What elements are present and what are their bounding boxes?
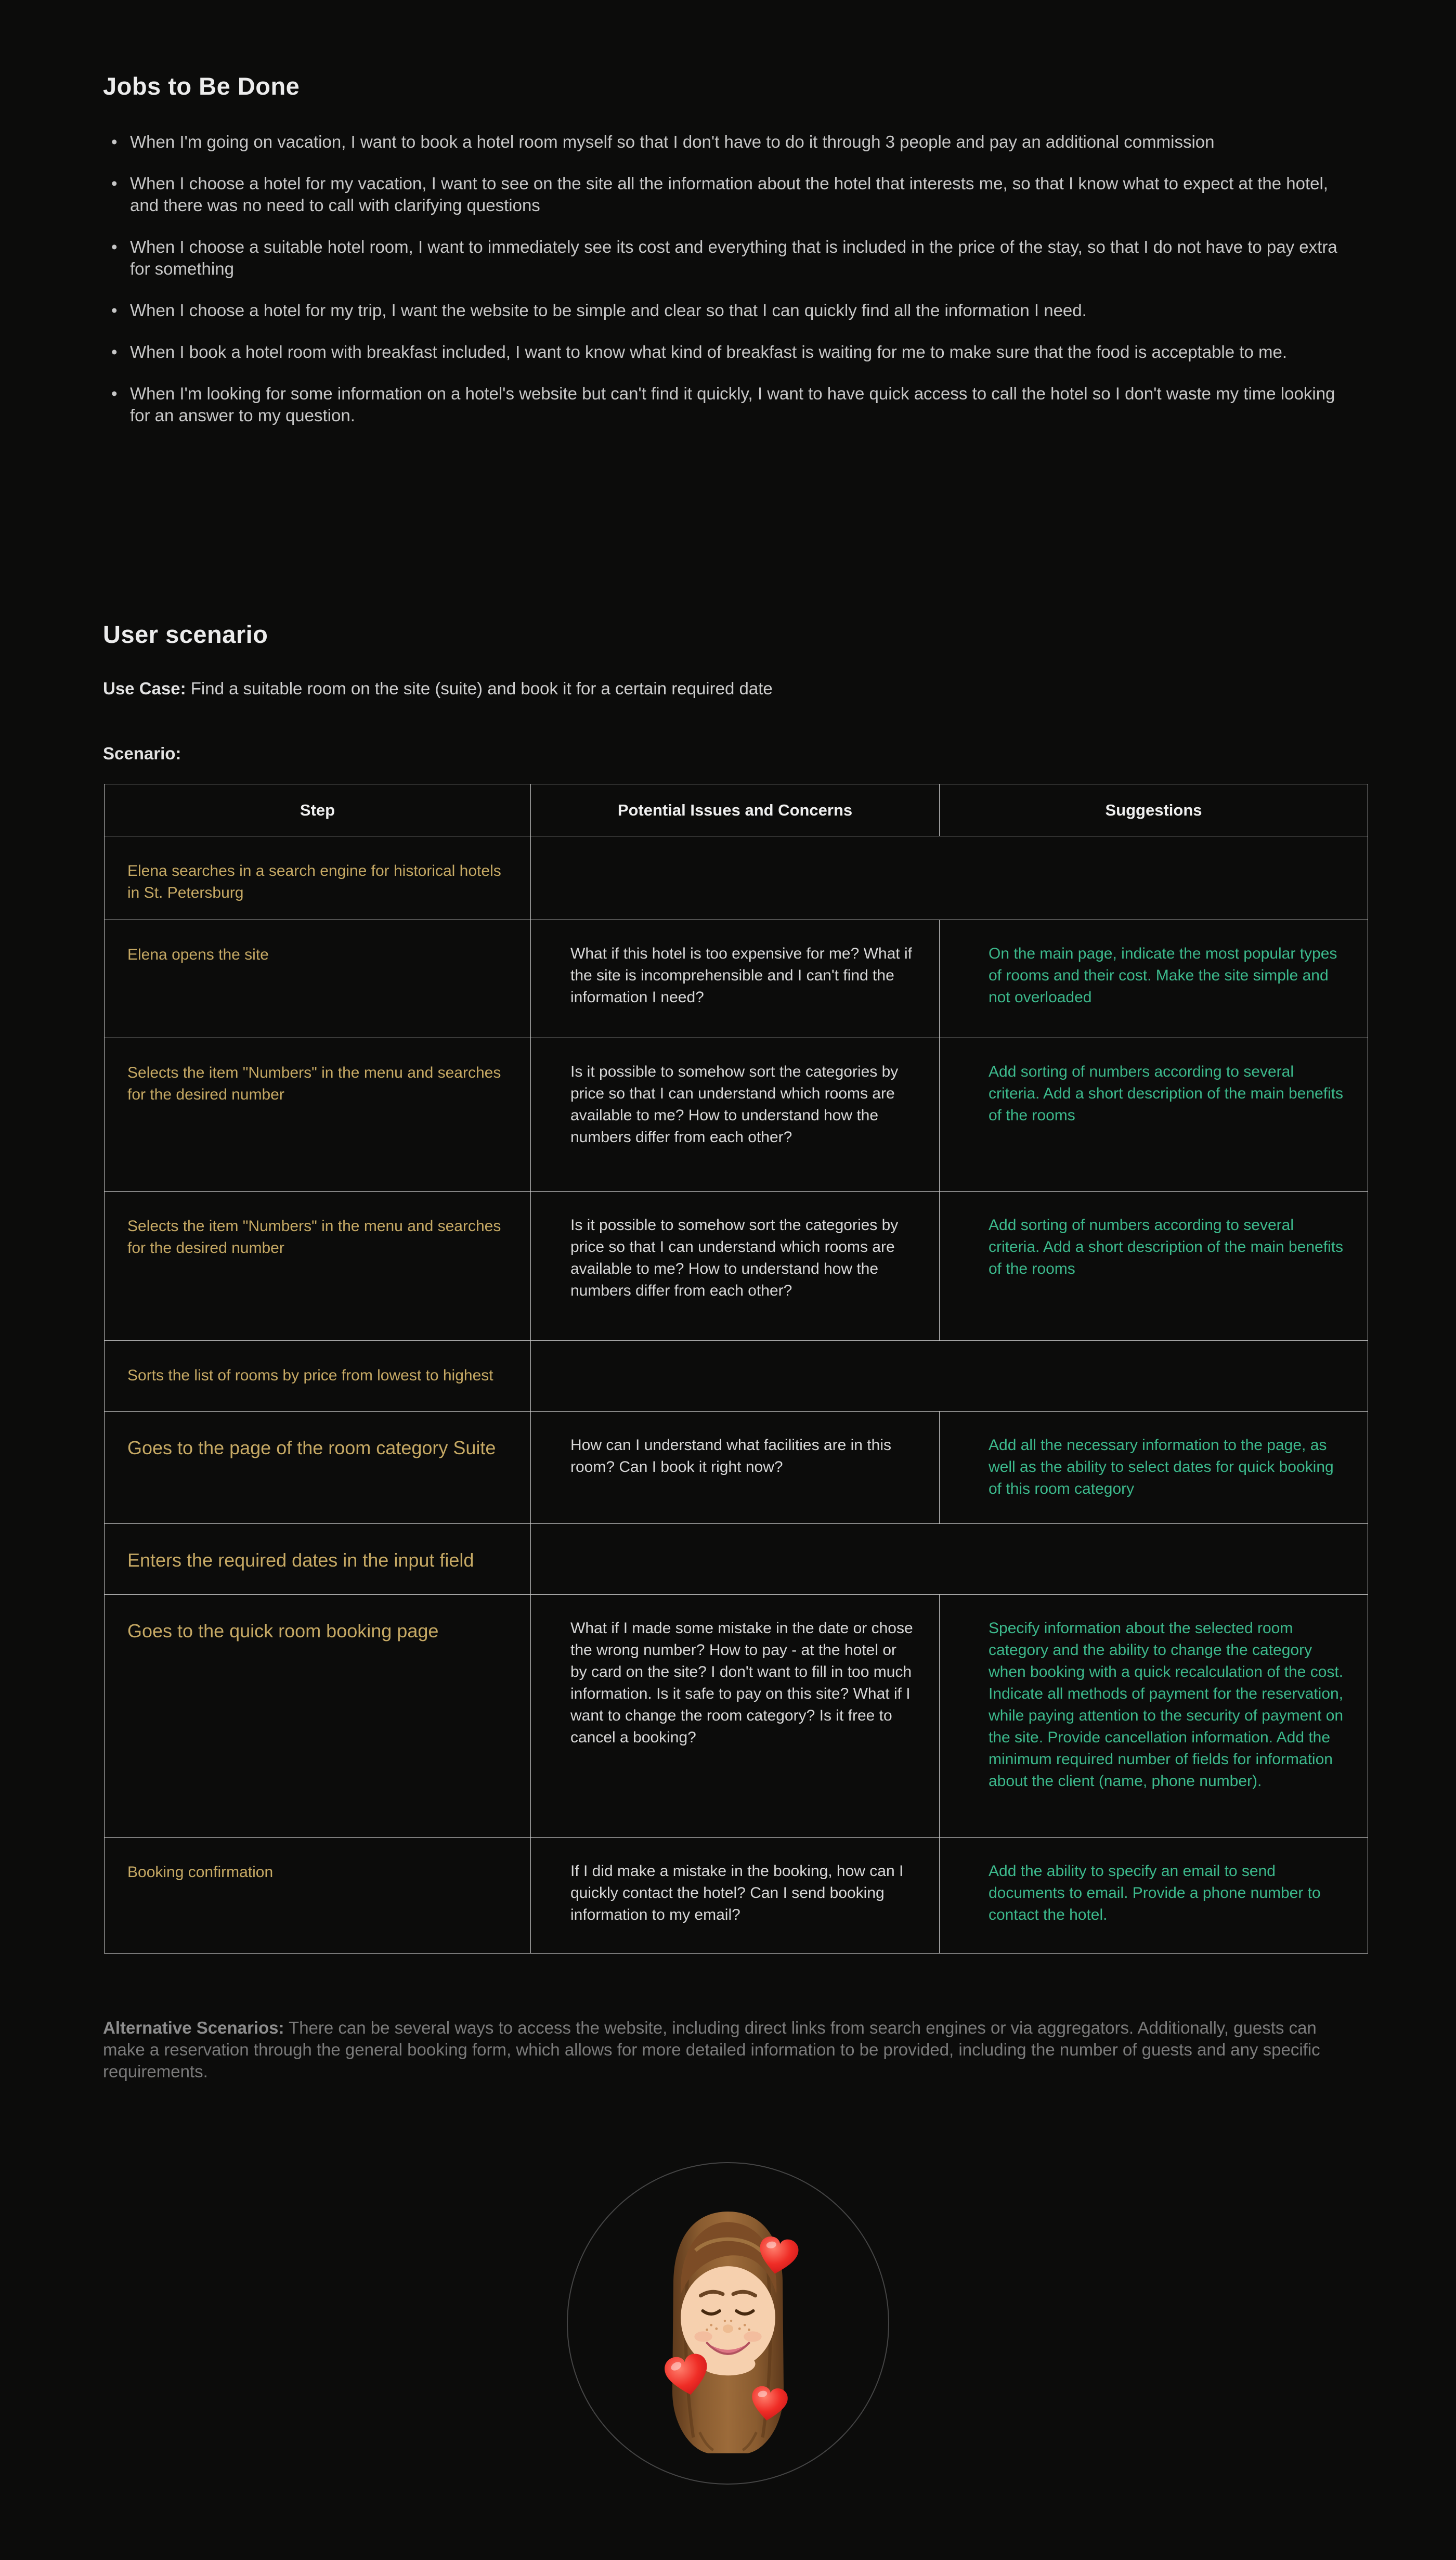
step-cell: Booking confirmation (105, 1838, 531, 1954)
step-cell: Goes to the page of the room category Suite (105, 1412, 531, 1524)
empty-cell (531, 1524, 1368, 1595)
table-header-issues: Potential Issues and Concerns (531, 784, 940, 836)
suggestions-cell: Add sorting of numbers according to several criteria. Add a short description of the main benefits of the rooms (940, 1192, 1368, 1341)
scenario-label: Scenario: (103, 744, 181, 763)
avatar-circle (567, 2162, 889, 2485)
step-cell: Enters the required dates in the input field (105, 1524, 531, 1595)
table-header-step: Step (105, 784, 531, 836)
table-row (105, 1524, 1368, 1595)
alternative-scenarios-label: Alternative Scenarios: (103, 2018, 284, 2037)
table-row (105, 836, 1368, 920)
step-cell: Selects the item "Numbers" in the menu and searches for the desired number (105, 1192, 531, 1341)
jobs-bullet-item: • When I book a hotel room with breakfast included, I want to know what kind of breakfast is waiting for me to make sure that the food is acceptable to me. (108, 341, 1352, 363)
jobs-bullet-item: • When I choose a hotel for my vacation, I want to see on the site all the information about the hotel that interests me, so that I know what to expect at the hotel, and there was no need to call with clarifying questions (108, 173, 1352, 216)
table-row (105, 1038, 1368, 1192)
suggestions-cell: Add all the necessary information to the page, as well as the ability to select dates for quick booking of this room category (940, 1412, 1368, 1524)
issues-cell: How can I understand what facilities are in this room? Can I book it right now? (531, 1412, 940, 1524)
scenario-table (104, 784, 1368, 1954)
table-row (105, 920, 1368, 1038)
use-case-label: Use Case: (103, 679, 186, 698)
memoji-avatar (642, 2206, 814, 2469)
step-cell: Elena opens the site (105, 920, 531, 1038)
suggestions-cell: On the main page, indicate the most popular types of rooms and their cost. Make the site simple and not overloaded (940, 920, 1368, 1038)
jobs-bullet-item: • When I'm looking for some information on a hotel's website but can't find it quickly, I want to have quick access to call the hotel so I don't waste my time looking for an answer to my question. (108, 383, 1352, 426)
issues-cell: Is it possible to somehow sort the categories by price so that I can understand which rooms are available to me? How to understand how the numbers differ from each other? (531, 1192, 940, 1341)
alternative-scenarios-paragraph (103, 2017, 1346, 2083)
empty-cell (531, 1341, 1368, 1412)
table-row (105, 1412, 1368, 1524)
table-row (105, 1341, 1368, 1412)
issues-cell: What if this hotel is too expensive for me? What if the site is incomprehensible and I can't find the information I need? (531, 920, 940, 1038)
user-scenario-title: User scenario (103, 620, 268, 648)
issues-cell: Is it possible to somehow sort the categories by price so that I can understand which rooms are available to me? How to understand how the numbers differ from each other? (531, 1038, 940, 1192)
jobs-bullet-item: • When I'm going on vacation, I want to book a hotel room myself so that I don't have to do it through 3 people and pay an additional commission (108, 131, 1352, 153)
use-case-text: Find a suitable room on the site (suite) and book it for a certain required date (186, 679, 773, 698)
table-row (105, 1595, 1368, 1838)
suggestions-cell: Specify information about the selected room category and the ability to change the category when booking with a quick recalculation of the cost. Indicate all methods of payment for the reservation, while paying attention to the security of payment on the site. Provide cancellation information. Add the minimum required number of fields for information about the client (name, phone number). (940, 1595, 1368, 1838)
empty-cell (531, 836, 1368, 920)
jobs-bullet-item: • When I choose a suitable hotel room, I want to immediately see its cost and everything that is included in the price of the stay, so that I do not have to pay extra for something (108, 236, 1352, 280)
suggestions-cell: Add the ability to specify an email to send documents to email. Provide a phone number to contact the hotel. (940, 1838, 1368, 1954)
step-cell: Elena searches in a search engine for historical hotels in St. Petersburg (105, 836, 531, 920)
jobs-to-be-done-title: Jobs to Be Done (103, 72, 300, 100)
table-header-row (105, 784, 1368, 836)
nose (723, 2324, 733, 2333)
issues-cell: If I did make a mistake in the booking, how can I quickly contact the hotel? Can I send booking information to my email? (531, 1838, 940, 1954)
alternative-scenarios-text: There can be several ways to access the website, including direct links from search engines or via aggregators. Additionally, guests can make a reservation through the general booking form, which allows for more detailed information to be provided, including the number of guests and any specific requirements. (103, 2018, 1320, 2081)
jobs-bullet-list (108, 131, 1352, 446)
step-cell: Sorts the list of rooms by price from lowest to highest (105, 1341, 531, 1412)
step-cell: Goes to the quick room booking page (105, 1595, 531, 1838)
issues-cell: What if I made some mistake in the date or chose the wrong number? How to pay - at the hotel or by card on the site? I don't want to fill in too much information. Is it safe to pay on this site? What if I want to change the room category? Is it free to cancel a booking? (531, 1595, 940, 1838)
jobs-bullet-item: • When I choose a hotel for my trip, I want the website to be simple and clear so that I can quickly find all the information I need. (108, 300, 1352, 321)
suggestions-cell: Add sorting of numbers according to several criteria. Add a short description of the main benefits of the rooms (940, 1038, 1368, 1192)
table-header-suggestions: Suggestions (940, 784, 1368, 836)
use-case-line (103, 678, 1351, 700)
step-cell: Selects the item "Numbers" in the menu and searches for the desired number (105, 1038, 531, 1192)
table-row (105, 1838, 1368, 1954)
table-row (105, 1192, 1368, 1341)
